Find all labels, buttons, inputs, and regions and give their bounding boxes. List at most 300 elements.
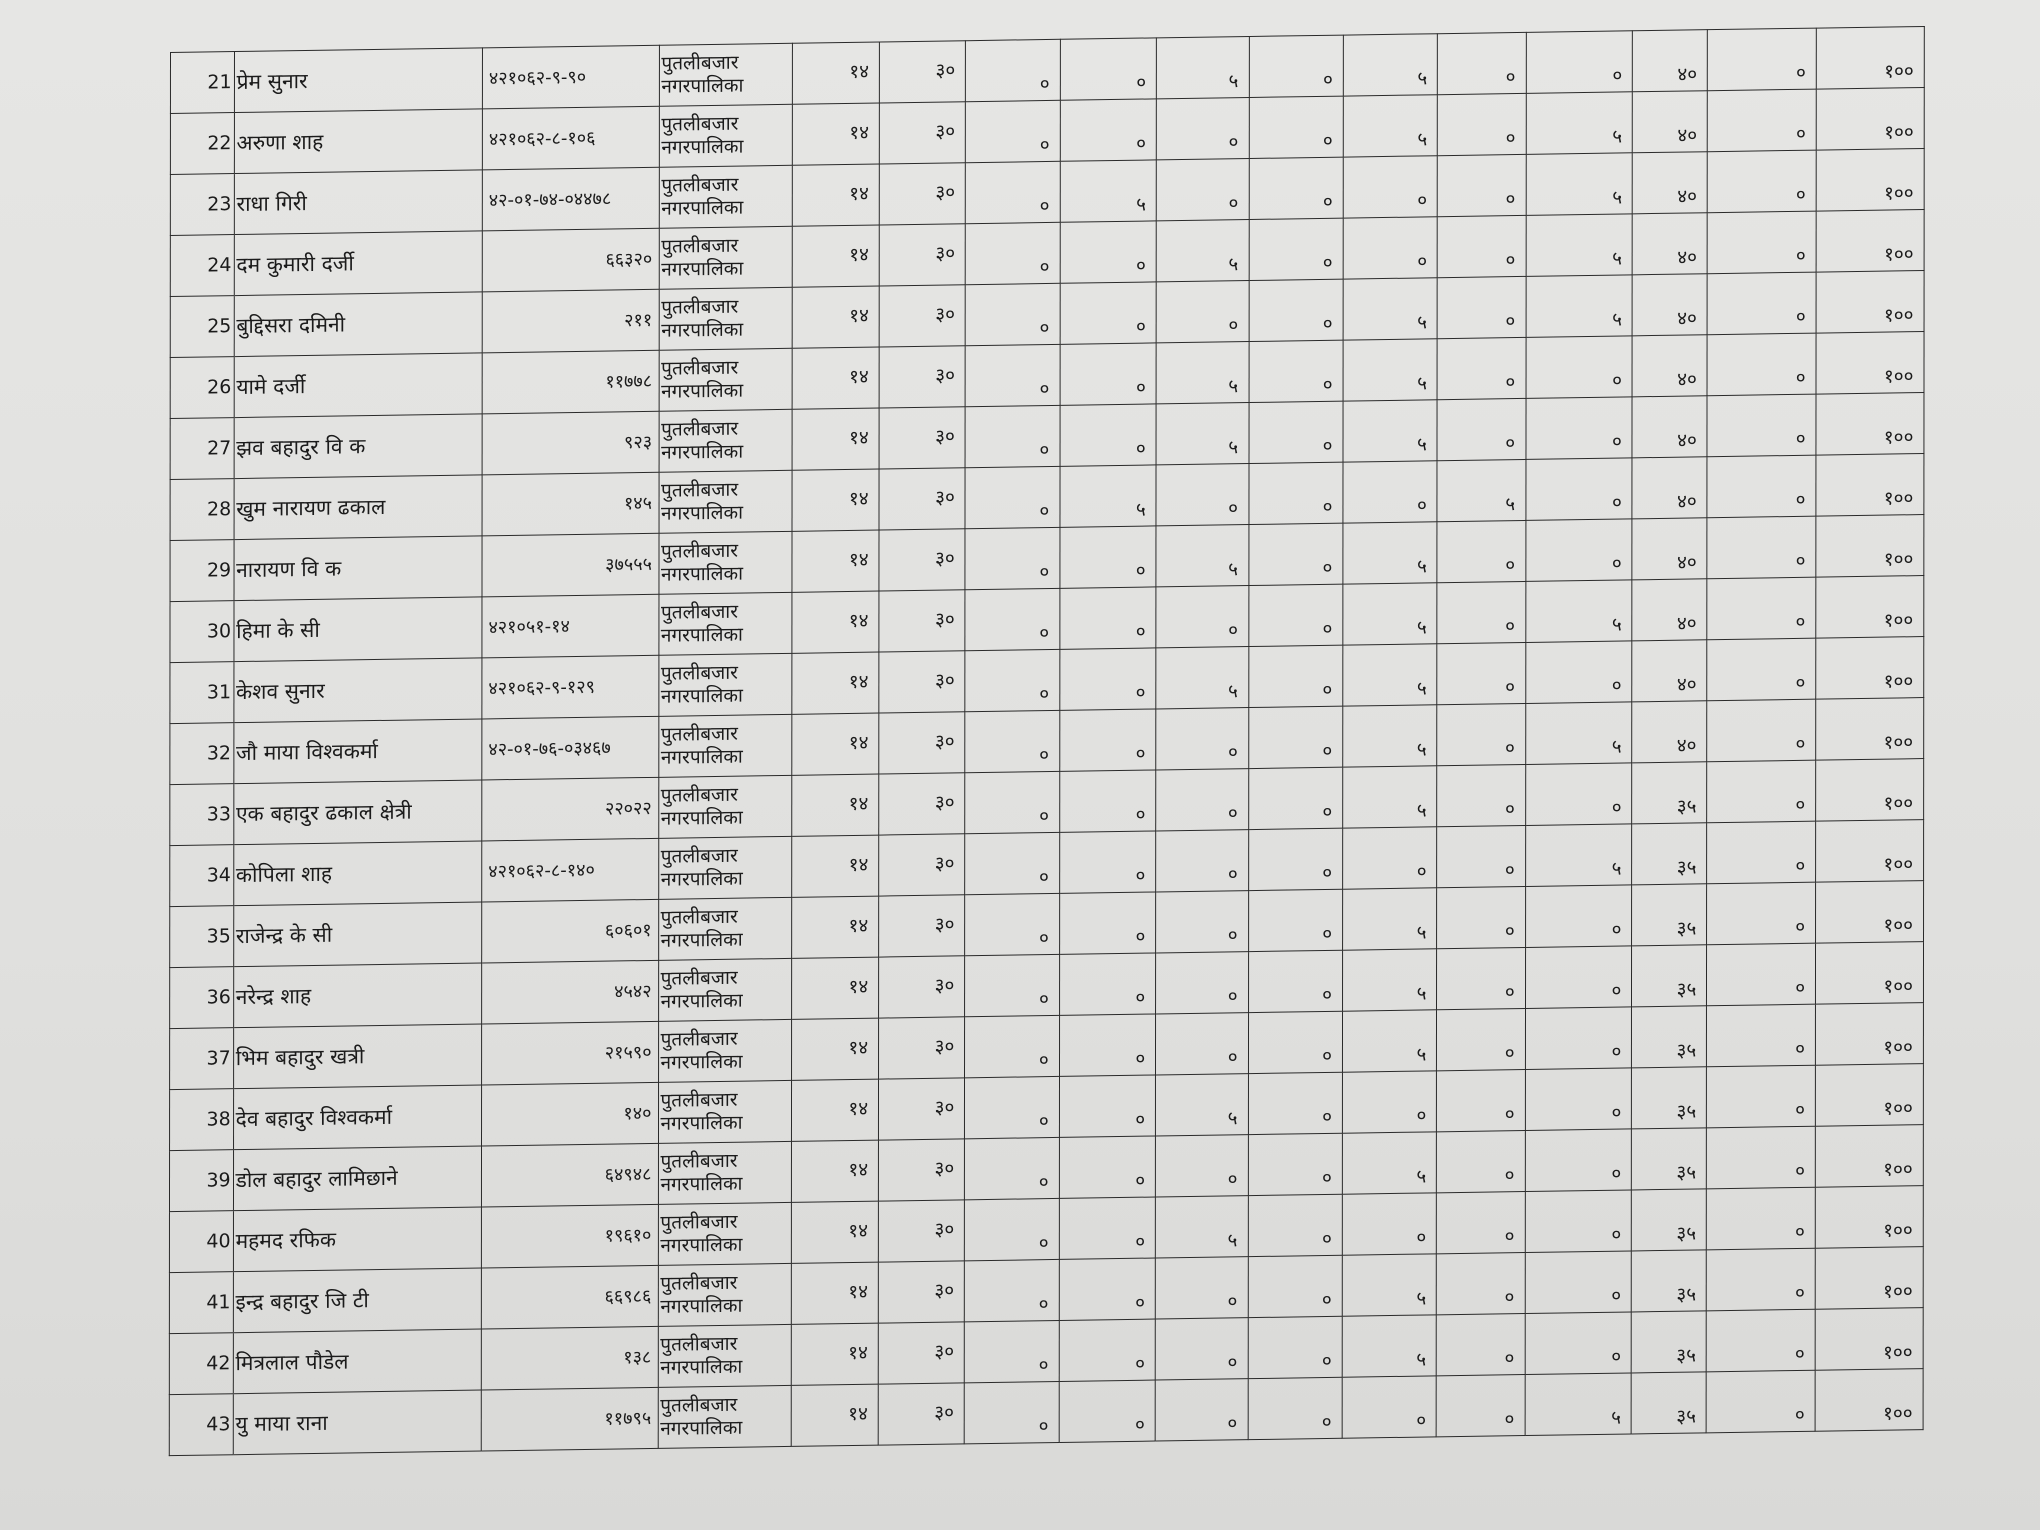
score-cell: १००: [1816, 148, 1924, 211]
score-cell: १४: [792, 774, 879, 836]
citizenship-number: ६४९४८: [481, 1143, 658, 1207]
document-sheet: [169, 26, 1925, 1442]
score-cell: ३०: [879, 224, 965, 286]
score-cell: ०: [1249, 279, 1343, 341]
score-cell: ५: [1343, 522, 1437, 584]
score-cell: ०: [1157, 97, 1249, 159]
score-cell: ०: [965, 466, 1059, 528]
municipality-line-2: नगरपालिका: [660, 806, 743, 830]
score-cell: ३५: [1632, 1250, 1707, 1312]
serial-number: 26: [170, 357, 234, 419]
person-name: देव बहादुर विश्वकर्मा: [233, 1085, 481, 1150]
municipality-line-2: नगरपालिका: [661, 318, 744, 342]
score-cell: ०: [1437, 886, 1525, 948]
score-cell: ५: [1060, 160, 1157, 222]
score-cell: ०: [1248, 1377, 1342, 1439]
score-cell: १००: [1815, 1308, 1923, 1371]
score-cell: ०: [966, 222, 1060, 284]
score-cell: ०: [1438, 154, 1526, 216]
score-cell: ५: [1157, 36, 1249, 98]
municipality-line-1: पुतलीबजार: [661, 173, 739, 197]
score-cell: ०: [1437, 1192, 1525, 1254]
score-cell: ३५: [1632, 945, 1707, 1007]
score-cell: ०: [1437, 1253, 1525, 1315]
score-cell: ३०: [879, 468, 965, 530]
score-cell: ३०: [879, 895, 965, 957]
score-cell: ०: [965, 1259, 1059, 1321]
score-cell: ०: [1707, 943, 1816, 1006]
municipality: [658, 714, 791, 777]
score-cell: १००: [1816, 332, 1924, 395]
score-cell: ५: [1526, 214, 1633, 277]
score-cell: ३५: [1632, 884, 1707, 946]
municipality-line-2: नगरपालिका: [661, 196, 744, 220]
score-cell: १००: [1816, 515, 1924, 578]
municipality-line-1: पुतलीबजार: [660, 1393, 738, 1417]
municipality: [658, 1263, 791, 1326]
score-cell: ०: [1707, 1126, 1816, 1189]
serial-number: 36: [170, 967, 234, 1029]
score-cell: १००: [1816, 1064, 1924, 1127]
score-cell: ०: [1248, 1194, 1342, 1256]
score-cell: ०: [1437, 642, 1525, 704]
score-cell: ०: [965, 344, 1059, 406]
citizenship-number: १४०: [481, 1082, 658, 1146]
score-cell: ०: [966, 283, 1060, 345]
score-cell: ४०: [1633, 213, 1708, 275]
score-cell: ०: [1156, 708, 1248, 770]
serial-number: 42: [169, 1333, 233, 1395]
score-cell: ०: [1437, 1009, 1525, 1071]
municipality-line-1: पुतलीबजार: [660, 1027, 738, 1051]
serial-number: 38: [170, 1089, 234, 1151]
score-cell: ०: [1059, 1197, 1156, 1259]
score-cell: ०: [1707, 577, 1816, 640]
score-cell: ४०: [1632, 579, 1707, 641]
municipality: [658, 592, 791, 655]
citizenship-number: ४२-०१-७४-०४४७८: [482, 167, 659, 231]
score-cell: ५: [1525, 702, 1632, 765]
score-cell: १००: [1815, 1247, 1923, 1310]
person-name: राधा गिरी: [234, 170, 482, 235]
person-name: जौ माया विश्वकर्मा: [233, 719, 481, 784]
score-cell: ४०: [1632, 640, 1707, 702]
citizenship-number: ६०६०१: [482, 899, 659, 963]
score-cell: ०: [1707, 333, 1816, 396]
score-cell: १००: [1816, 26, 1924, 89]
score-cell: ३५: [1632, 1128, 1707, 1190]
score-cell: ३०: [880, 41, 966, 103]
municipality-line-2: नगरपालिका: [660, 1355, 743, 1379]
municipality: [659, 348, 792, 411]
score-cell: ०: [1156, 586, 1248, 648]
score-cell: ०: [1156, 830, 1248, 892]
score-cell: ०: [1059, 831, 1156, 893]
municipality: [659, 104, 792, 167]
score-cell: ०: [1343, 827, 1437, 889]
score-cell: १००: [1816, 1003, 1924, 1066]
score-cell: १४: [792, 957, 879, 1019]
score-cell: ०: [1707, 272, 1816, 335]
score-cell: ५: [1526, 275, 1633, 338]
score-cell: ०: [1248, 706, 1342, 768]
person-name: राजेन्द्र के सी: [233, 902, 481, 967]
score-cell: ०: [1437, 337, 1525, 399]
score-cell: ०: [966, 100, 1060, 162]
score-cell: ०: [1525, 1312, 1632, 1375]
score-cell: १४: [792, 713, 879, 775]
municipality-line-2: नगरपालिका: [660, 1111, 743, 1135]
citizenship-number: १३८: [481, 1326, 658, 1390]
score-cell: ४०: [1632, 335, 1707, 397]
score-cell: ०: [1059, 892, 1156, 954]
score-cell: ०: [1707, 638, 1816, 701]
score-cell: १४: [792, 408, 879, 470]
score-cell: ५: [1343, 705, 1437, 767]
score-cell: ०: [1059, 770, 1156, 832]
score-cell: ५: [1060, 465, 1157, 527]
serial-number: 22: [170, 113, 234, 175]
score-cell: ०: [1156, 1135, 1248, 1197]
score-cell: १४: [792, 42, 879, 104]
score-cell: १००: [1816, 698, 1924, 761]
score-cell: १४: [792, 896, 879, 958]
score-cell: ०: [1060, 587, 1157, 649]
municipality-line-1: पुतलीबजार: [661, 417, 739, 441]
score-cell: १००: [1815, 1186, 1923, 1249]
municipality: [658, 653, 791, 716]
score-cell: ०: [1438, 215, 1526, 277]
score-cell: ०: [1059, 1075, 1156, 1137]
score-cell: ३०: [879, 712, 965, 774]
score-cell: ५: [1343, 888, 1437, 950]
score-cell: ५: [1526, 580, 1633, 643]
score-cell: १४: [792, 103, 879, 165]
score-cell: ०: [1249, 96, 1343, 158]
score-cell: १००: [1815, 1369, 1923, 1432]
person-name: महमद रफिक: [233, 1207, 481, 1272]
score-cell: १००: [1816, 87, 1924, 150]
person-name: एक बहादुर ढकाल क्षेत्री: [233, 780, 481, 845]
score-cell: ०: [1060, 526, 1157, 588]
municipality-line-1: पुतलीबजार: [660, 1088, 738, 1112]
score-cell: ३०: [879, 1200, 965, 1262]
score-cell: १४: [791, 1201, 878, 1263]
municipality: [659, 409, 792, 472]
score-cell: ०: [1248, 1072, 1342, 1134]
score-cell: ०: [965, 710, 1059, 772]
score-cell: ३०: [878, 1322, 964, 1384]
score-cell: ०: [1707, 1309, 1816, 1372]
serial-number: 23: [170, 174, 234, 236]
score-cell: ३०: [879, 590, 965, 652]
serial-number: 34: [170, 845, 234, 907]
score-cell: ३०: [879, 1017, 965, 1079]
score-cell: ०: [1708, 89, 1817, 152]
score-cell: ५: [1342, 1010, 1436, 1072]
municipality-line-1: पुतलीबजार: [661, 356, 739, 380]
score-cell: ०: [1437, 1131, 1525, 1193]
score-cell: ३०: [879, 1078, 965, 1140]
score-cell: ०: [1526, 397, 1633, 460]
municipality-line-1: पुतलीबजार: [660, 1210, 738, 1234]
score-cell: १४: [792, 469, 879, 531]
citizenship-number: ४२१०६२-८-१०६: [482, 106, 659, 170]
municipality: [659, 287, 792, 350]
municipality-line-2: नगरपालिका: [660, 989, 743, 1013]
citizenship-number: ३७५५५: [482, 533, 659, 597]
person-name: इन्द्र बहादुर जि टी: [233, 1268, 481, 1333]
score-cell: ०: [1437, 947, 1525, 1009]
score-cell: ०: [1060, 404, 1157, 466]
score-cell: १४: [792, 652, 879, 714]
citizenship-number: ११७९५: [481, 1387, 658, 1451]
score-cell: ०: [1525, 946, 1632, 1009]
score-cell: ०: [1156, 891, 1248, 953]
score-cell: ०: [1707, 394, 1816, 457]
score-cell: ०: [1526, 519, 1633, 582]
person-name: अरुणा शाह: [234, 109, 482, 174]
municipality-line-1: पुतलीबजार: [661, 478, 739, 502]
citizenship-number: ४२१०६२-८-१४०: [482, 838, 659, 902]
citizenship-number: ४२१०५१-१४: [482, 594, 659, 658]
serial-number: 25: [170, 296, 234, 358]
score-cell: ०: [1248, 1011, 1342, 1073]
score-cell: ०: [1156, 769, 1248, 831]
score-cell: ०: [1156, 159, 1248, 221]
citizenship-number: ६६३२०: [482, 228, 659, 292]
score-cell: ३०: [879, 285, 965, 347]
score-cell: ०: [965, 649, 1059, 711]
score-cell: ०: [1059, 1380, 1156, 1442]
score-cell: १४: [791, 1140, 878, 1202]
score-cell: ०: [1525, 1068, 1632, 1131]
score-cell: ०: [1059, 1014, 1156, 1076]
score-cell: ०: [966, 161, 1060, 223]
score-cell: ०: [1437, 1314, 1525, 1376]
municipality-line-1: पुतलीबजार: [661, 295, 739, 319]
citizenship-number: ४२-०१-७६-०३४६७: [482, 716, 659, 780]
score-cell: ०: [1248, 950, 1342, 1012]
score-cell: ५: [1343, 644, 1437, 706]
person-name: मित्रलाल पौडेल: [233, 1329, 481, 1394]
score-cell: १४: [792, 591, 879, 653]
score-cell: ४०: [1632, 396, 1707, 458]
score-cell: ५: [1526, 92, 1633, 155]
score-cell: ०: [1059, 953, 1156, 1015]
score-cell: ०: [965, 1320, 1059, 1382]
score-cell: १४: [792, 835, 879, 897]
score-cell: ०: [1708, 150, 1817, 213]
serial-number: 35: [170, 906, 234, 968]
municipality-line-2: नगरपालिका: [661, 440, 744, 464]
person-name: झव बहादुर वि क: [234, 414, 482, 479]
score-cell: ०: [1707, 1004, 1816, 1067]
score-cell: ०: [965, 1381, 1059, 1443]
score-cell: ०: [1526, 31, 1633, 94]
score-cell: ३०: [879, 773, 965, 835]
score-cell: ०: [1059, 1258, 1156, 1320]
municipality: [659, 470, 792, 533]
score-cell: ०: [1248, 1255, 1342, 1317]
score-cell: ०: [1706, 1370, 1815, 1433]
municipality: [659, 226, 792, 289]
score-cell: ३०: [879, 346, 965, 408]
score-cell: ०: [1156, 1013, 1248, 1075]
score-cell: ५: [1342, 1254, 1436, 1316]
municipality-line-2: नगरपालिका: [660, 1172, 743, 1196]
serial-number: 32: [170, 723, 234, 785]
score-cell: ०: [965, 1015, 1059, 1077]
score-cell: १४: [792, 225, 879, 287]
score-cell: ०: [1249, 462, 1343, 524]
score-cell: ०: [1707, 516, 1816, 579]
municipality-line-2: नगरपालिका: [660, 745, 743, 769]
score-cell: ०: [1155, 1379, 1247, 1441]
score-cell: ५: [1156, 525, 1248, 587]
municipality: [658, 836, 791, 899]
score-cell: ३०: [879, 407, 965, 469]
municipality-line-2: नगरपालिका: [660, 1233, 743, 1257]
score-cell: ०: [1249, 157, 1343, 219]
score-cell: ०: [1249, 523, 1343, 585]
score-cell: ०: [1156, 281, 1248, 343]
score-cell: ४०: [1632, 518, 1707, 580]
score-cell: ०: [1525, 1190, 1632, 1253]
person-name: प्रेम सुनार: [234, 48, 482, 113]
municipality: [658, 1202, 791, 1265]
municipality: [658, 1141, 791, 1204]
score-cell: ३०: [879, 163, 965, 225]
score-cell: ५: [1343, 400, 1437, 462]
score-cell: ०: [1343, 156, 1437, 218]
score-cell: ०: [1156, 464, 1248, 526]
score-cell: ५: [1156, 403, 1248, 465]
score-cell: १००: [1816, 637, 1924, 700]
score-cell: ०: [1525, 885, 1632, 948]
citizenship-number: १४५: [482, 472, 659, 536]
score-cell: १४: [791, 1262, 878, 1324]
score-cell: ०: [1707, 882, 1816, 945]
serial-number: 31: [170, 662, 234, 724]
score-cell: ३०: [878, 1383, 964, 1445]
score-cell: ०: [1707, 699, 1816, 762]
score-cell: ०: [965, 405, 1059, 467]
municipality-line-2: नगरपालिका: [660, 684, 743, 708]
score-cell: ०: [1156, 1257, 1248, 1319]
score-cell: ५: [1156, 647, 1248, 709]
score-cell: ०: [1249, 218, 1343, 280]
score-cell: ०: [1707, 821, 1816, 884]
score-cell: १००: [1816, 393, 1924, 456]
municipality-line-2: नगरपालिका: [660, 623, 743, 647]
municipality-line-1: पुतलीबजार: [661, 112, 739, 136]
score-cell: ०: [1526, 336, 1633, 399]
score-cell: ५: [1342, 1315, 1436, 1377]
score-cell: ०: [1248, 767, 1342, 829]
score-cell: ०: [1156, 952, 1248, 1014]
municipality-line-2: नगरपालिका: [660, 867, 743, 891]
municipality-line-2: नगरपालिका: [661, 379, 744, 403]
score-cell: ३०: [879, 102, 965, 164]
score-cell: ३५: [1632, 823, 1707, 885]
municipality: [658, 775, 791, 838]
score-cell: ५: [1525, 824, 1632, 887]
person-name: यामे दर्जी: [234, 353, 482, 418]
score-cell: ५: [1343, 34, 1437, 96]
score-cell: ०: [1525, 1007, 1632, 1070]
municipality-line-1: पुतलीबजार: [660, 1149, 738, 1173]
citizenship-number: ६६९८६: [481, 1265, 658, 1329]
score-cell: ५: [1156, 342, 1248, 404]
score-cell: ४०: [1633, 274, 1708, 336]
score-cell: ०: [1059, 1136, 1156, 1198]
score-cell: ०: [1525, 763, 1632, 826]
score-cell: ०: [1248, 1133, 1342, 1195]
score-cell: ०: [1438, 93, 1526, 155]
person-name: दम कुमारी दर्जी: [234, 231, 482, 296]
municipality: [659, 165, 792, 228]
score-cell: ०: [1248, 889, 1342, 951]
score-cell: ०: [965, 1076, 1059, 1138]
score-cell: ३०: [878, 1261, 964, 1323]
municipality-line-2: नगरपालिका: [661, 135, 744, 159]
score-cell: ५: [1343, 339, 1437, 401]
serial-number: 28: [170, 479, 234, 541]
serial-number: 29: [170, 540, 234, 602]
person-name: नारायण वि क: [234, 536, 482, 601]
serial-number: 40: [169, 1211, 233, 1273]
score-cell: १००: [1816, 576, 1924, 639]
score-cell: ०: [965, 1137, 1059, 1199]
score-cell: ३०: [879, 529, 965, 591]
score-cell: १४: [792, 164, 879, 226]
municipality: [658, 1324, 791, 1387]
person-name: खुम नारायण ढकाल: [234, 475, 482, 540]
serial-number: 27: [170, 418, 234, 480]
municipality-line-1: पुतलीबजार: [660, 783, 738, 807]
score-cell: ०: [1249, 401, 1343, 463]
citizenship-number: ४२१०६२-९-९०: [482, 45, 659, 109]
score-cell: ३५: [1632, 1067, 1707, 1129]
score-cell: १००: [1816, 881, 1924, 944]
score-cell: ०: [1248, 584, 1342, 646]
serial-number: 37: [170, 1028, 234, 1090]
score-cell: ४०: [1632, 457, 1707, 519]
score-cell: ५: [1156, 1196, 1248, 1258]
score-cell: १००: [1816, 942, 1924, 1005]
score-cell: ०: [1437, 581, 1525, 643]
person-name: नरेन्द्र शाह: [233, 963, 481, 1028]
score-cell: १४: [791, 1018, 878, 1080]
table-body: [169, 26, 1924, 1455]
municipality-line-1: पुतलीबजार: [661, 51, 739, 75]
score-cell: ०: [1438, 276, 1526, 338]
score-cell: ०: [1060, 38, 1157, 100]
serial-number: 39: [169, 1150, 233, 1212]
serial-number: 24: [170, 235, 234, 297]
score-cell: ५: [1343, 583, 1437, 645]
municipality-line-1: पुतलीबजार: [660, 844, 738, 868]
score-cell: ०: [1437, 398, 1525, 460]
score-cell: ३०: [879, 651, 965, 713]
person-name: केशव सुनार: [234, 658, 482, 723]
serial-number: 33: [170, 784, 234, 846]
score-cell: १४: [792, 530, 879, 592]
score-cell: १००: [1816, 209, 1924, 272]
score-cell: ०: [1526, 458, 1633, 521]
score-cell: ५: [1526, 153, 1633, 216]
